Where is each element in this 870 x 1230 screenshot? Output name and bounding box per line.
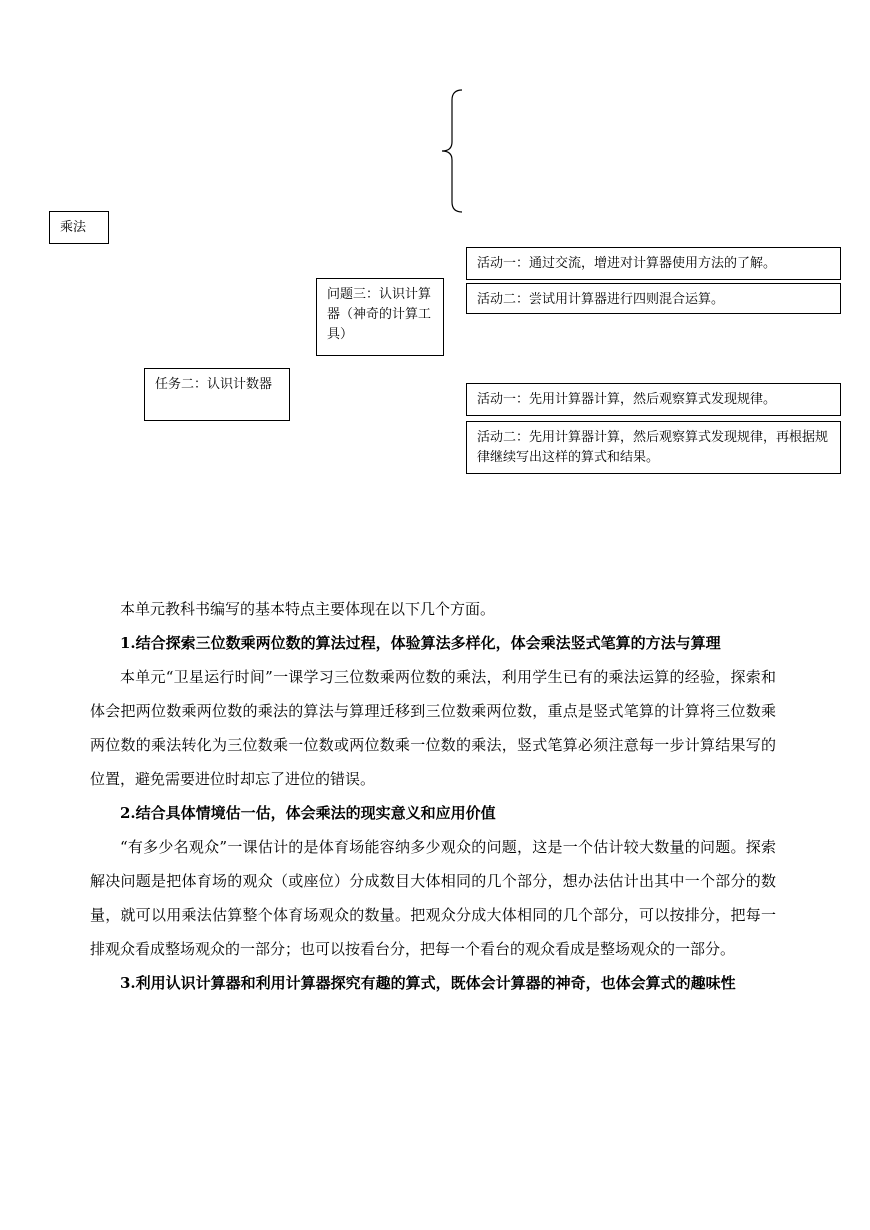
activity-label-a1: 活动一：通过交流，增进对计算器使用方法的了解。 bbox=[477, 256, 777, 271]
activity-label-b1: 活动一：先用计算器计算，然后观察算式发现规律。 bbox=[477, 392, 777, 407]
activity-label-a2: 活动二：尝试用计算器进行四则混合运算。 bbox=[477, 292, 725, 307]
task-two-box bbox=[144, 368, 290, 421]
diagram-root-label: 乘法 bbox=[60, 220, 87, 235]
activity-box-b1 bbox=[466, 383, 841, 416]
question-three-box bbox=[316, 278, 444, 356]
task-two-label: 任务二：认识计数器 bbox=[155, 377, 273, 392]
section-heading-1: 1.结合探索三位数乘两位数的算法过程，体验算法多样化，体会乘法竖式笔算的方法与算理 bbox=[120, 634, 721, 652]
question-three-label: 问题三：认识计算器（神奇的计算工具） bbox=[327, 287, 432, 342]
body-paragraph-1: 本单元“卫星运行时间”一课学习三位数乘两位数的乘法，利用学生已有的乘法运算的经验，探索和体会把两位数乘两位数的乘法的算法与算理迁移到三位数乘两位数，重点是竖式笔算的计算将三位数乘两位数的乘法转化为三位数乘一位数或两位数乘一位数的乘法，竖式笔算必须注意每一步计算结果写的位置，避免需要进位时却忘了进位的错误。 bbox=[90, 668, 776, 788]
curly-brace-icon bbox=[438, 88, 468, 214]
activity-box-a2 bbox=[466, 283, 841, 314]
body-paragraph-2: “有多少名观众”一课估计的是体育场能容纳多少观众的问题，这是一个估计较大数量的问题。探索解决问题是把体育场的观众（或座位）分成数目大体相同的几个部分，想办法估计出其中一个部分的数量，就可以用乘法估算整个体育场观众的数量。把观众分成大体相同的几个部分，可以按排分，把每一排观众看成整场观众的一部分；也可以按看台分，把每一个看台的观众看成是整场观众的一部分。 bbox=[90, 838, 776, 958]
activity-box-b2 bbox=[466, 421, 841, 474]
section-heading-2: 2.结合具体情境估一估，体会乘法的现实意义和应用价值 bbox=[120, 804, 496, 822]
activity-label-b2: 活动二：先用计算器计算，然后观察算式发现规律，再根据规律继续写出这样的算式和结果。 bbox=[477, 430, 829, 465]
section-heading-3: 3.利用认识计算器和利用计算器探究有趣的算式，既体会计算器的神奇，也体会算式的趣味性 bbox=[120, 974, 736, 992]
diagram-root-box bbox=[49, 211, 109, 244]
intro-paragraph: 本单元教科书编写的基本特点主要体现在以下几个方面。 bbox=[120, 600, 496, 618]
document-body bbox=[90, 592, 776, 1000]
activity-box-a1 bbox=[466, 247, 841, 280]
